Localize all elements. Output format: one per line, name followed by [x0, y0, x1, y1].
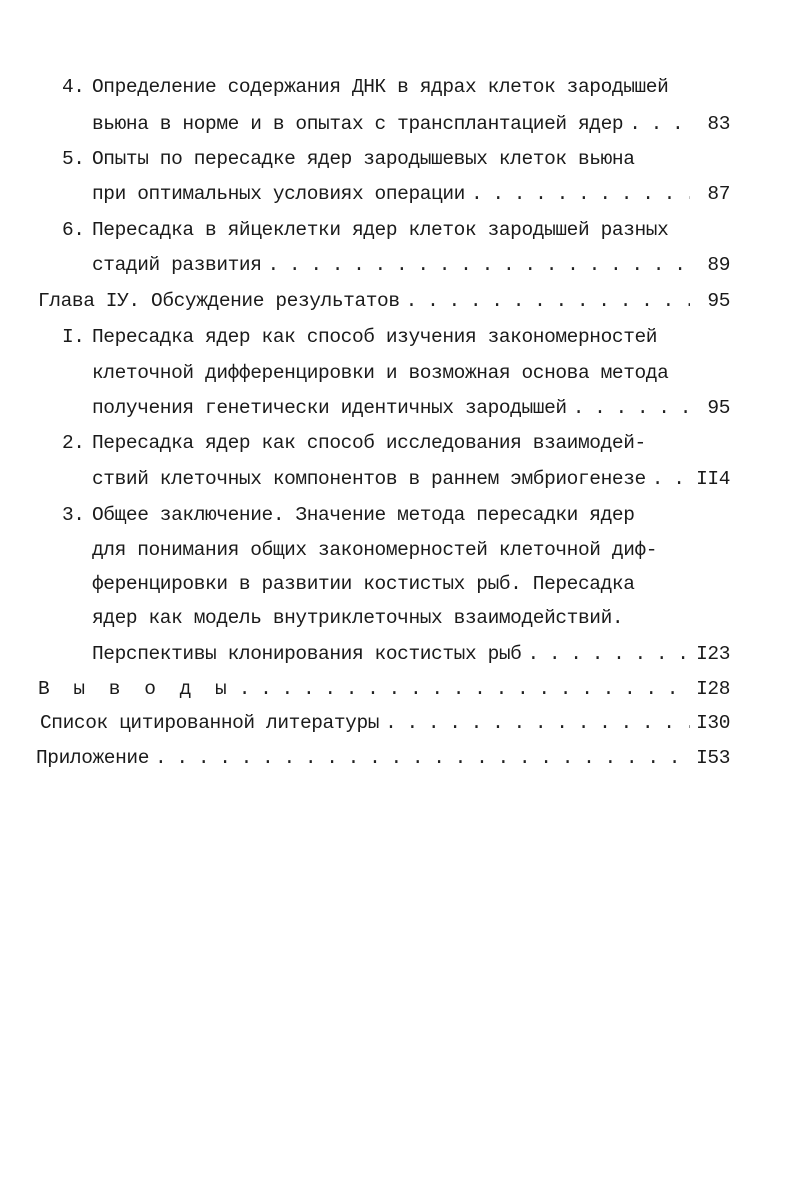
entry-text: вьюна в норме и в опытах с трансплантацией ядер — [92, 113, 624, 135]
page-number: II4 — [696, 468, 730, 490]
page-number: I28 — [696, 678, 730, 700]
entry-text: Перспективы клонирования костистых рыб — [92, 643, 522, 665]
toc-entry-i-line-3 — [92, 394, 730, 422]
entry-text: ствий клеточных компонентов в раннем эмбриогенезе — [92, 468, 646, 490]
entry-text: Опыты по пересадке ядер зародышевых клеток вьюна — [92, 148, 635, 170]
dot-leader — [629, 110, 690, 138]
dot-leader — [527, 640, 690, 668]
page-number: I23 — [696, 643, 730, 665]
chapter-title: Глава IУ. Обсуждение результатов — [38, 290, 400, 312]
page-number: 95 — [707, 397, 730, 419]
bibliography-title: Список цитированной литературы — [40, 712, 380, 734]
page-number: I53 — [696, 747, 730, 769]
toc-entry-3-line-4 — [92, 604, 730, 632]
page-number: 87 — [707, 183, 730, 205]
entry-number: 4. — [62, 76, 85, 98]
toc-entry-4-line-2 — [92, 110, 730, 138]
toc-entry-6-line-2 — [92, 251, 730, 279]
toc-conclusions — [38, 675, 730, 703]
entry-text: Определение содержания ДНК в ядрах клеток зародышей — [92, 76, 669, 98]
toc-entry-3-line-3 — [92, 570, 730, 598]
dot-leader — [406, 287, 690, 315]
dot-leader — [155, 744, 690, 772]
entry-text: для понимания общих закономерностей клеточной диф- — [92, 539, 658, 561]
page-number: I30 — [696, 712, 730, 734]
entry-number: 3. — [62, 504, 85, 526]
toc-entry-2-line-2 — [92, 465, 730, 493]
toc-entry-i-line-2 — [92, 359, 730, 387]
entry-text: Пересадка ядер как способ изучения закономерностей — [92, 326, 658, 348]
dot-leader — [652, 465, 690, 493]
entry-text: клеточной дифференцировки и возможная основа метода — [92, 362, 669, 384]
dot-leader — [573, 394, 690, 422]
entry-text: Пересадка ядер как способ исследования взаимодей- — [92, 432, 646, 454]
entry-number: 2. — [62, 432, 85, 454]
toc-bibliography — [40, 709, 730, 737]
toc-entry-5-line-1 — [62, 145, 730, 173]
entry-text: стадий развития — [92, 254, 262, 276]
entry-text: при оптимальных условиях операции — [92, 183, 465, 205]
entry-number: 6. — [62, 219, 85, 241]
toc-entry-4-line-1 — [62, 73, 730, 101]
conclusions-title: В ы в о д ы — [38, 678, 233, 700]
entry-text: Общее заключение. Значение метода пересадки ядер — [92, 504, 635, 526]
dot-leader — [471, 180, 690, 208]
toc-entry-3-line-2 — [92, 536, 730, 564]
appendix-title: Приложение — [36, 747, 150, 769]
toc-entry-i-line-1 — [62, 323, 730, 351]
toc-entry-2-line-1 — [62, 429, 730, 457]
dot-leader — [385, 709, 690, 737]
page-number: 95 — [707, 290, 730, 312]
toc-entry-3-line-5 — [92, 640, 730, 668]
page-number: 89 — [707, 254, 730, 276]
toc-entry-6-line-1 — [62, 216, 730, 244]
entry-text: ференцировки в развитии костистых рыб. Пересадка — [92, 573, 635, 595]
toc-entry-3-line-1 — [62, 501, 730, 529]
dot-leader — [268, 251, 690, 279]
page-number: 83 — [707, 113, 730, 135]
entry-text: Пересадка в яйцеклетки ядер клеток зародышей разных — [92, 219, 669, 241]
dot-leader — [239, 675, 690, 703]
entry-number: I. — [62, 326, 85, 348]
entry-text: получения генетически идентичных зародышей — [92, 397, 567, 419]
entry-number: 5. — [62, 148, 85, 170]
entry-text: ядер как модель внутриклеточных взаимодействий. — [92, 607, 624, 629]
toc-entry-5-line-2 — [92, 180, 730, 208]
toc-chapter-4 — [38, 287, 730, 315]
toc-appendix — [36, 744, 730, 772]
